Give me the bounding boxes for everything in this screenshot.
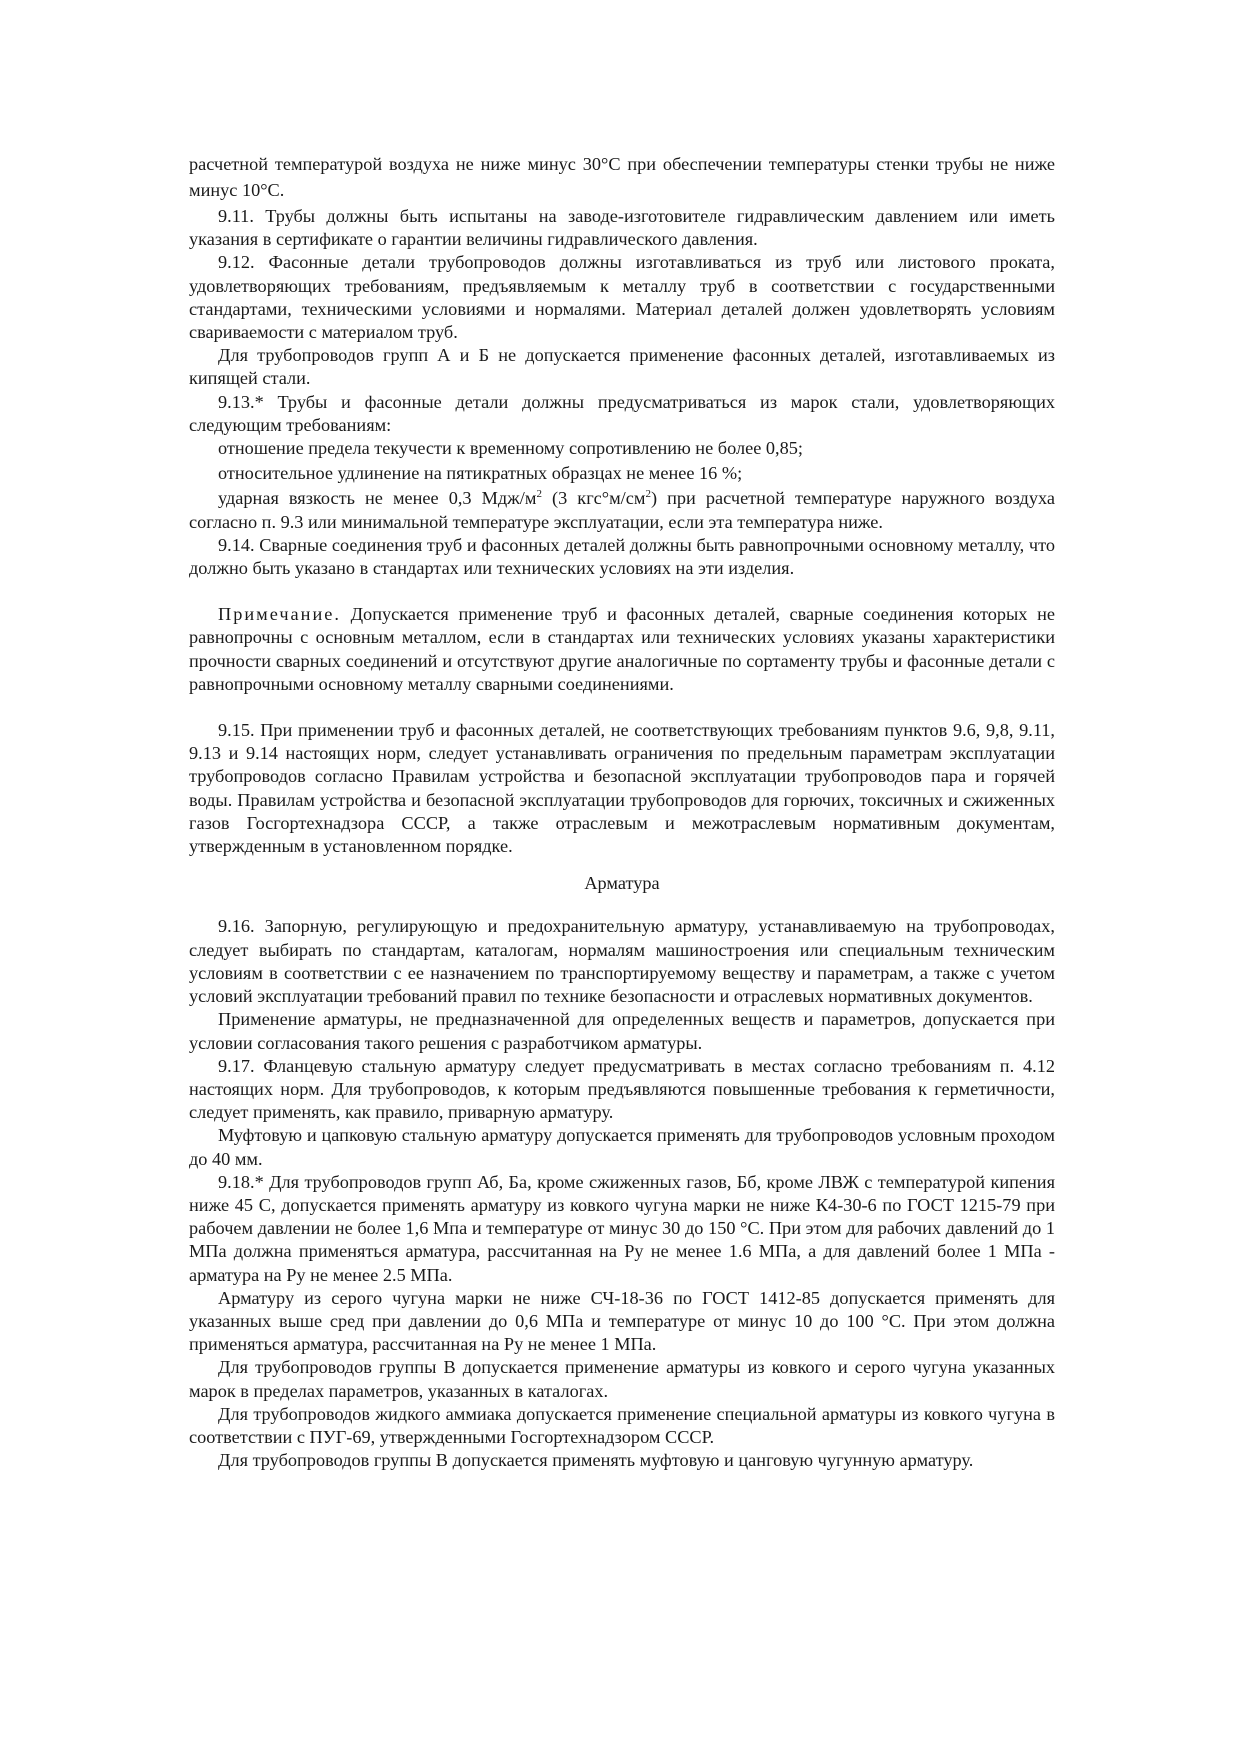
paragraph-9-14: 9.14. Сварные соединения труб и фасонных деталей должны быть равнопрочными основному металлу, что должно быть указано в стандартах или технических условиях на эти изделия. bbox=[189, 534, 1055, 579]
note-text: Допускается применение труб и фасонных деталей, сварные соединения которых не равнопрочны с основным металлом, если в стандартах или технических условиях указаны характеристики прочности сварных соединений и отсутствуют другие аналогичные по сортаменту трубы и фасонные детали с равнопрочными основному металлу сварными соединениями. bbox=[189, 604, 1055, 694]
paragraph-9-16: 9.16. Запорную, регулирующую и предохранительную арматуру, устанавливаемую на трубопроводах, следует выбирать по стандартам, каталогам, нормалям машиностроения или специальным техническим условиям в соответствии с ее назначением по транспортируемому веществу и параметрам, а также с учетом условий эксплуатации требований правил по технике безопасности и отраслевых нормативных документов. bbox=[189, 916, 1055, 1007]
paragraph-9-16-usage: Применение арматуры, не предназначенной для определенных веществ и параметров, допускается при условии согласования такого решения с разработчиком арматуры. bbox=[189, 1009, 1055, 1053]
paragraph-9-13: 9.13.* Трубы и фасонные детали должны предусматриваться из марок стали, удовлетворяющих следующим требованиям: bbox=[189, 391, 1055, 435]
note-label: Примечание. bbox=[218, 604, 341, 625]
paragraph-9-15: 9.15. При применении труб и фасонных деталей, не соответствующих требованиям пунктов 9.6, 9,8, 9.11, 9.13 и 9.14 настоящих норм, следует устанавливать ограничения по предельным параметрам эксплуатации трубопроводов согласно Правилам устройства и безопасной эксплуатации трубопроводов пара и горячей воды. Правилам устройства и безопасной эксплуатации трубопроводов для горючих, токсичных и сжиженных газов Госгортехнадзора СССР, а также отраслевым и межотраслевым нормативным документам, утвержденным в установленном порядке. bbox=[189, 720, 1055, 857]
paragraph-9-18-coupling: Для трубопроводов группы В допускается применять муфтовую и цанговую чугунную арматуру. bbox=[218, 1450, 974, 1471]
paragraph-9-17: 9.17. Фланцевую стальную арматуру следует предусматривать в местах согласно требованиям п. 4.12 настоящих норм. Для трубопроводов, к которым предъявляются повышенные требования к герметичности, следует применять, как правило, приварную арматуру. bbox=[189, 1055, 1055, 1123]
paragraph-9-18-ammonia: Для трубопроводов жидкого аммиака допускается применение специальной арматуры из ковкого чугуна в соответствии с ПУГ-69, утвержденными Госгортехнадзором СССР. bbox=[189, 1403, 1055, 1447]
paragraph-9-12-groups: Для трубопроводов групп А и Б не допускается применение фасонных деталей, изготавливаемых из кипящей стали. bbox=[189, 345, 1055, 389]
superscript-2: 2 bbox=[645, 488, 651, 501]
impact-text-2: (3 кгс°м/см bbox=[541, 488, 646, 509]
requirement-elongation: относительное удлинение на пятикратных образцах не менее 16 %; bbox=[218, 463, 743, 484]
section-title: Арматура bbox=[584, 873, 660, 894]
paragraph-9-18-group-v: Для трубопроводов группы В допускается применение арматуры из ковкого и серого чугуна указанных марок в пределах параметров, указанных в каталогах. bbox=[189, 1357, 1055, 1401]
requirement-yield-ratio: отношение предела текучести к временному сопротивлению не более 0,85; bbox=[218, 438, 803, 459]
paragraph-9-17-coupling: Муфтовую и цапковую стальную арматуру допускается применять для трубопроводов условным проходом до 40 мм. bbox=[189, 1125, 1055, 1169]
document-body bbox=[189, 151, 1055, 1472]
paragraph-9-11: 9.11. Трубы должны быть испытаны на заводе-изготовителе гидравлическим давлением или иметь указания в сертификате о гарантии величины гидравлического давления. bbox=[189, 206, 1055, 250]
superscript-2: 2 bbox=[536, 488, 542, 501]
impact-text-1: ударная вязкость не менее 0,3 Мдж/м bbox=[218, 488, 537, 509]
note-paragraph bbox=[189, 603, 1055, 696]
impact-text-3: ) при расчетной температуре наружного воздуха согласно п. 9.3 или минимальной температуре эксплуатации, если эта температура ниже. bbox=[189, 488, 1055, 532]
paragraph-9-12: 9.12. Фасонные детали трубопроводов должны изготавливаться из труб или листового проката, удовлетворяющих требованиям, предъявляемым к металлу труб в соответствии с государственными стандартами, техническими условиями и нормалями. Материал деталей должен удовлетворять условиям свариваемости с материалом труб. bbox=[189, 252, 1055, 343]
requirement-impact-toughness bbox=[189, 487, 1055, 533]
paragraph-9-18: 9.18.* Для трубопроводов групп Аб, Ба, кроме сжиженных газов, Бб, кроме ЛВЖ с температурой кипения ниже 45 С, допускается применять арматуру из ковкого чугуна марки не ниже К4-30-6 по ГОСТ 1215-79 при рабочем давлении не более 1,6 Мпа и температуре от минус 30 до 150 °С. При этом для рабочих давлений до 1 МПа должна применяться арматура, рассчитанная на Ру не менее 1.6 МПа, а для давлений более 1 МПа - арматура на Ру не менее 2.5 МПа. bbox=[189, 1171, 1055, 1285]
paragraph-continuation: расчетной температурой воздуха не ниже минус 30°С при обеспечении температуры стенки трубы не ниже минус 10°С. bbox=[189, 154, 1055, 200]
paragraph-9-18-grey-iron: Арматуру из серого чугуна марки не ниже СЧ-18-36 по ГОСТ 1412-85 допускается применять для указанных выше сред при давлении до 0,6 МПа и температуре от минус 10 до 100 °С. При этом должна применяться арматура, рассчитанная на Ру не менее 1 МПа. bbox=[189, 1287, 1055, 1355]
